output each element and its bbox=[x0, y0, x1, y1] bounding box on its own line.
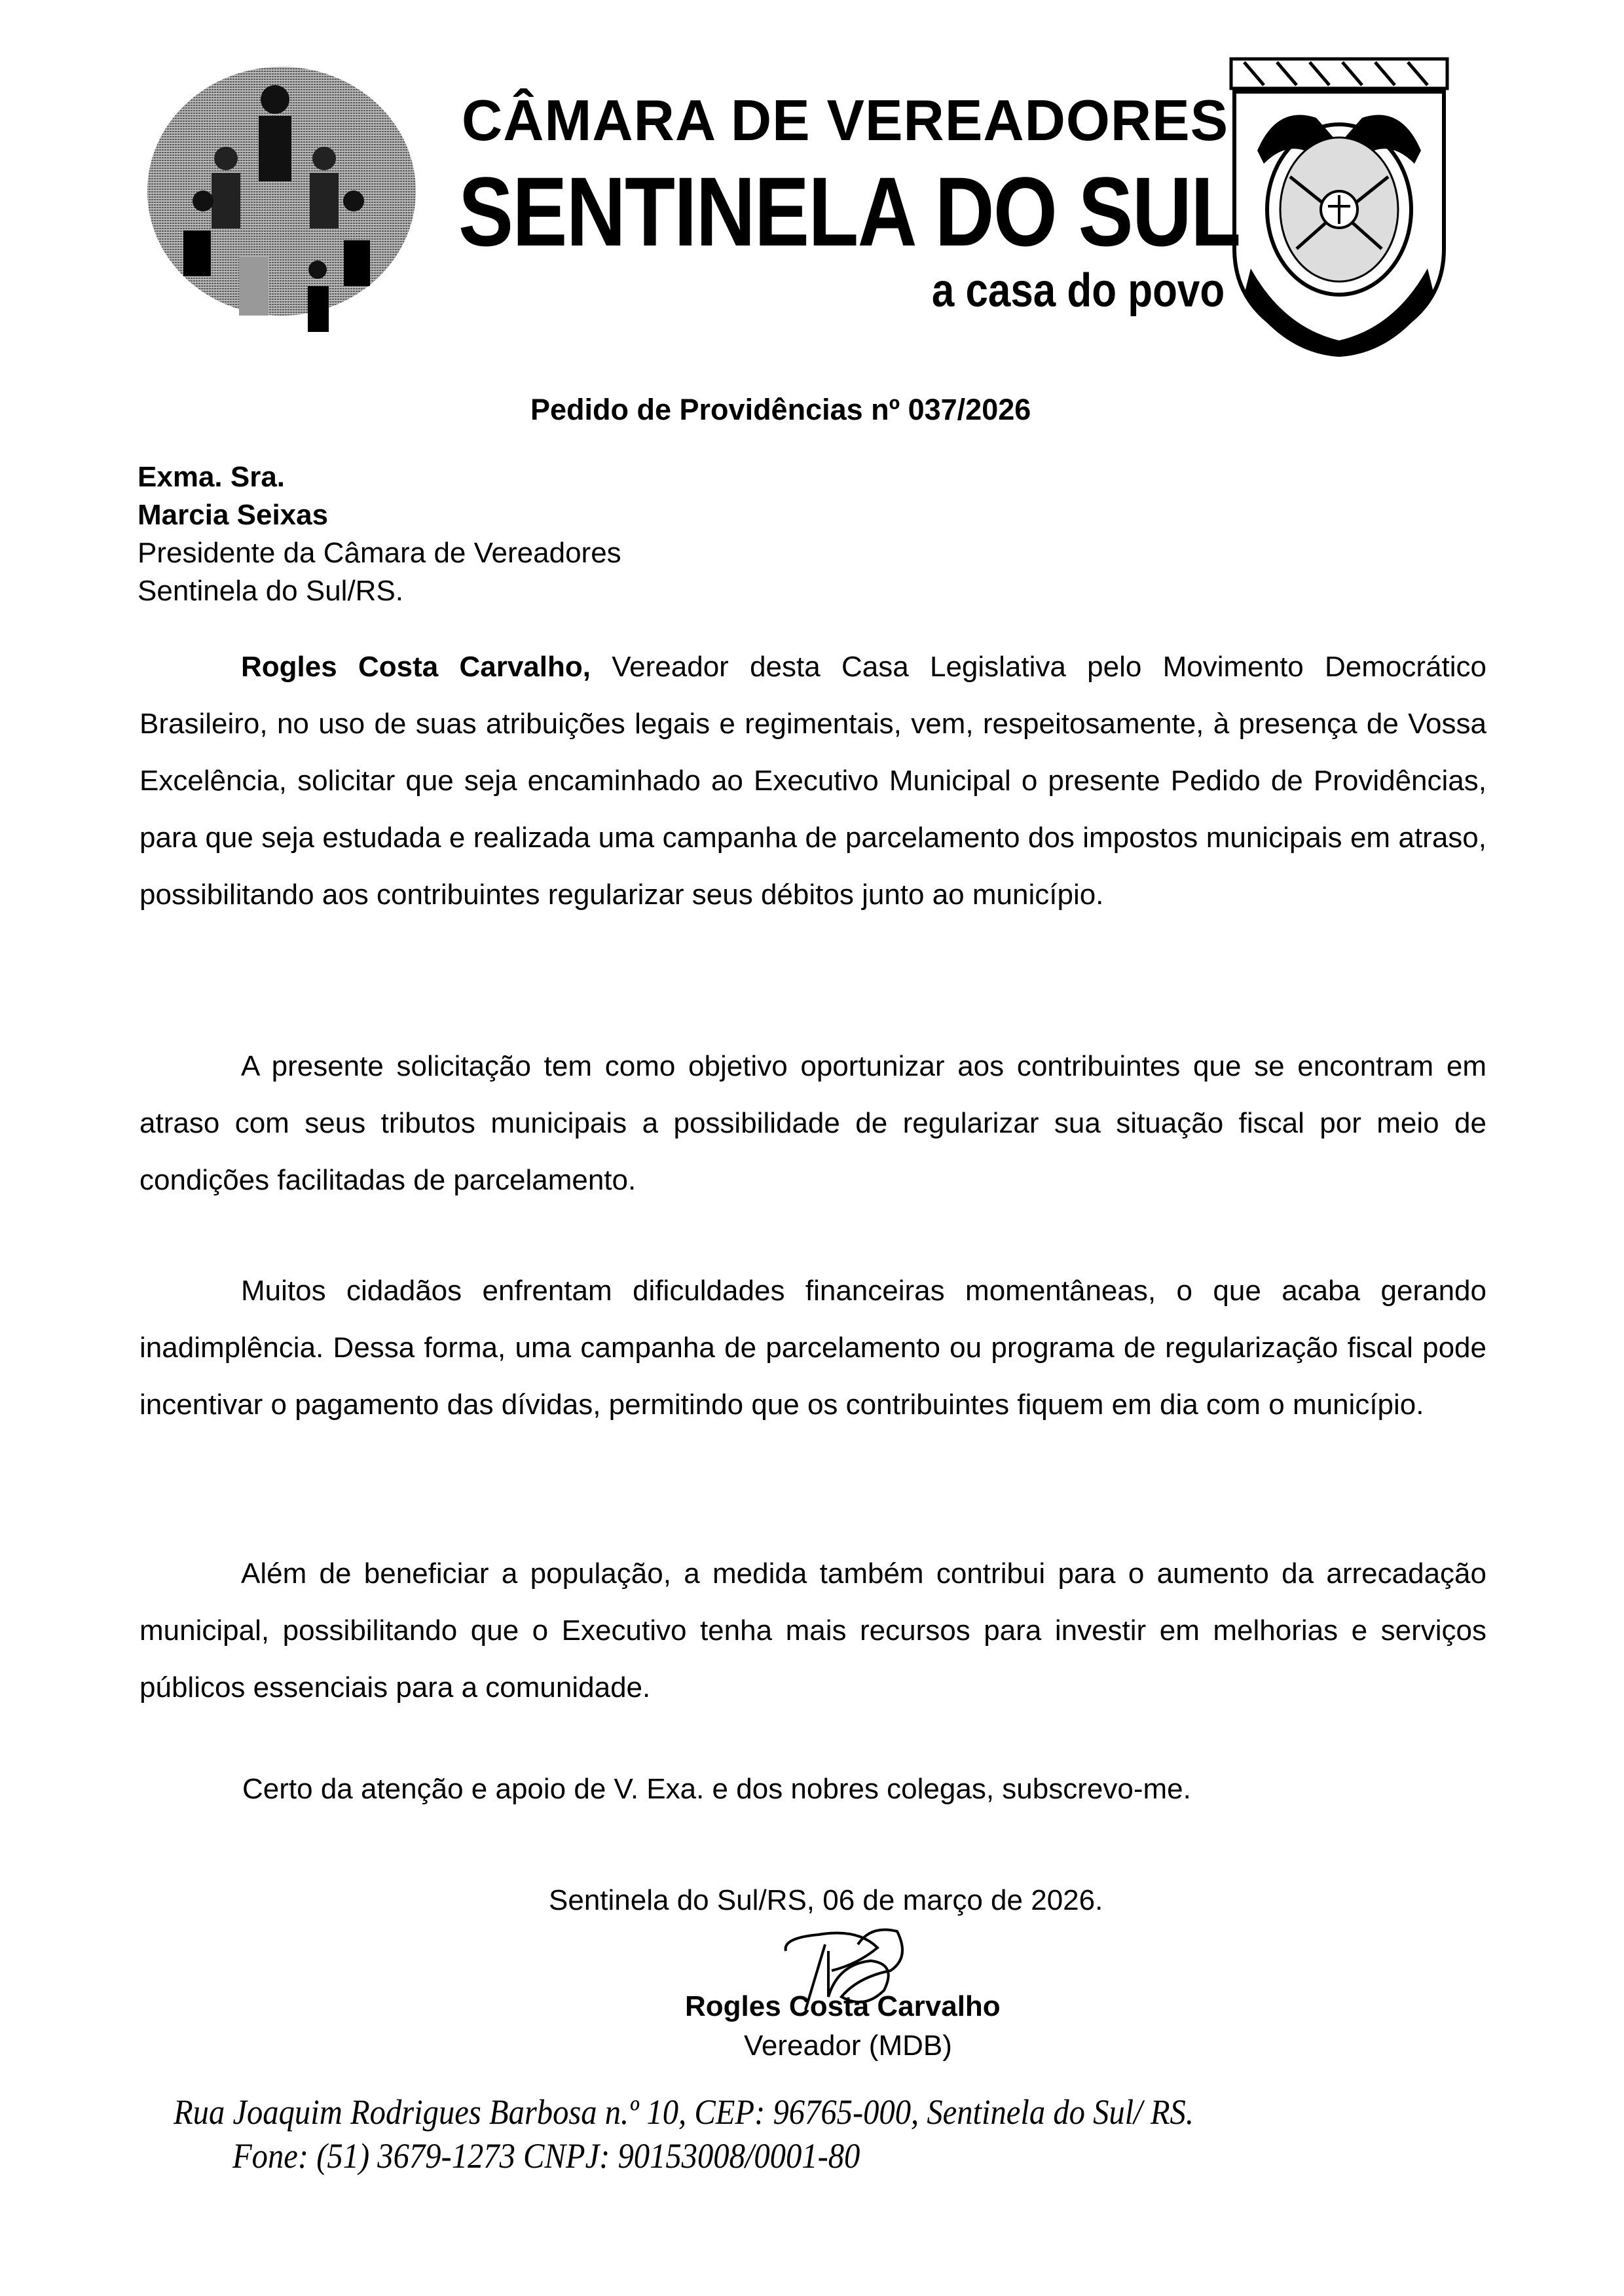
place-date: Sentinela do Sul/RS, 06 de março de 2026. bbox=[549, 1884, 1103, 1916]
author-name-lead: Rogles Costa Carvalho, bbox=[241, 651, 591, 683]
recipient-location: Sentinela do Sul/RS. bbox=[138, 575, 404, 607]
signer-name: Rogles Costa Carvalho bbox=[685, 1990, 1001, 2022]
paragraph-1-text: Vereador desta Casa Legislativa pelo Movimento Democrático Brasileiro, no uso de suas atribuições legais e regimentais, vem, respeitosamente, à presença de Vossa Excelência, solicitar que seja encaminhado ao Executivo Municipal o presente Pedido de Providências, para que seja estudada e realizada uma campanha de parcelamento dos impostos municipais em atraso, possibilitando aos contribuintes regularizar seus débitos junto ao município. bbox=[139, 651, 1486, 911]
signer-role: Vereador (MDB) bbox=[744, 2030, 952, 2062]
people-gathering-logo-icon bbox=[141, 60, 422, 342]
closing-sentence: Certo da atenção e apoio de V. Exa. e dos nobres colegas, subscrevo-me. bbox=[242, 1773, 1191, 1805]
footer-contact: Fone: (51) 3679-1273 CNPJ: 90153008/0001-80 bbox=[232, 2136, 860, 2176]
municipal-coat-of-arms-icon bbox=[1218, 52, 1460, 360]
body-paragraph-3 bbox=[139, 1262, 1486, 1433]
body-paragraph-1 bbox=[139, 638, 1486, 923]
footer-address: Rua Joaquim Rodrigues Barbosa n.º 10, CEP: 96765-000, Sentinela do Sul/ RS. bbox=[174, 2092, 1194, 2132]
recipient-name: Marcia Seixas bbox=[138, 499, 329, 531]
paragraph-3-text: Muitos cidadãos enfrentam dificuldades financeiras momentâneas, o que acaba gerando inadimplência. Dessa forma, uma campanha de parcelamento ou programa de regularização fiscal pode incentivar o pagamento das dívidas, permitindo que os contribuintes fiquem em dia com o município. bbox=[139, 1275, 1486, 1421]
recipient-block bbox=[138, 458, 621, 610]
header-tagline: a casa do povo bbox=[931, 264, 1225, 317]
header-institution-name: SENTINELA DO SUL bbox=[458, 156, 1240, 266]
paragraph-2-text: A presente solicitação tem como objetivo oportunizar aos contribuintes que se encontram em atraso com seus tributos municipais a possibilidade de regularizar sua situação fiscal por meio de condições facilitadas de parcelamento. bbox=[139, 1050, 1486, 1196]
body-paragraph-4 bbox=[139, 1545, 1486, 1716]
paragraph-4-text: Além de beneficiar a população, a medida também contribui para o aumento da arrecadação municipal, possibilitando que o Executivo tenha mais recursos para investir em melhorias e serviços públicos essenciais para a comunidade. bbox=[139, 1558, 1486, 1704]
recipient-salutation: Exma. Sra. bbox=[138, 461, 286, 493]
document-title: Pedido de Providências nº 037/2026 bbox=[530, 393, 1031, 426]
header-title: CÂMARA DE VEREADORES bbox=[462, 88, 1229, 153]
recipient-role: Presidente da Câmara de Vereadores bbox=[138, 537, 621, 569]
body-paragraph-2 bbox=[139, 1038, 1486, 1209]
